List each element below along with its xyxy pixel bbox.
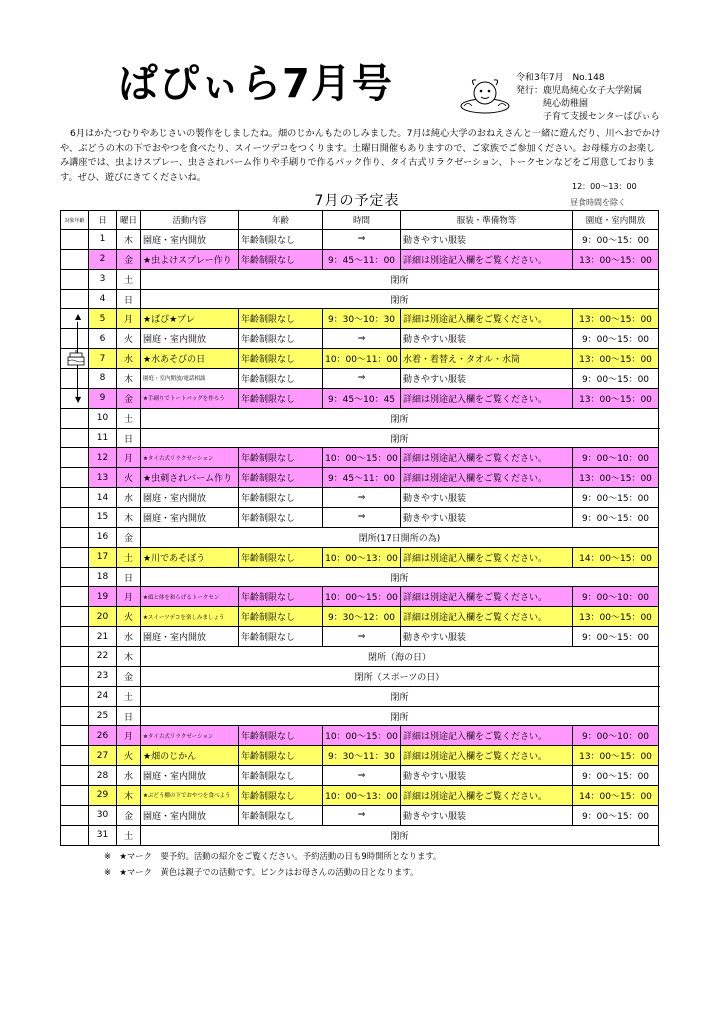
items-cell: 詳細は別途記入欄をご覧ください。 xyxy=(401,726,573,746)
header-target-age: 対象年齢 xyxy=(61,211,89,230)
time-cell: 9：45～10：45 xyxy=(323,388,401,408)
weekday-cell: 木 xyxy=(117,786,141,806)
schedule-note: 昼食時間を除く xyxy=(570,198,626,207)
time-cell: 9：30～11：30 xyxy=(323,746,401,766)
table-row xyxy=(61,627,659,647)
weekday-cell: 土 xyxy=(117,547,141,567)
target-age-cell xyxy=(61,805,89,825)
target-age-cell xyxy=(61,408,89,428)
open-hours-cell: 9：00～15：00 xyxy=(573,230,659,250)
time-cell: 10：00～13：00 xyxy=(323,786,401,806)
table-row xyxy=(61,567,659,587)
table-row xyxy=(61,508,659,528)
day-cell: 17 xyxy=(89,547,117,567)
open-hours-cell: 13：00～15：00 xyxy=(573,388,659,408)
day-cell: 1 xyxy=(89,230,117,250)
table-header-row xyxy=(61,211,659,230)
day-cell: 22 xyxy=(89,647,117,667)
target-age-cell xyxy=(61,607,89,627)
items-cell: 詳細は別途記入欄をご覧ください。 xyxy=(401,547,573,567)
target-age-cell xyxy=(61,289,89,309)
day-cell: 7 xyxy=(89,349,117,369)
time-cell: 10：00～13：00 xyxy=(323,547,401,567)
weekday-cell: 水 xyxy=(117,488,141,508)
closed-cell: 閉所 xyxy=(141,289,659,309)
open-hours-cell: 13：00～15：00 xyxy=(573,468,659,488)
items-cell: 詳細は別途記入欄をご覧ください。 xyxy=(401,309,573,329)
items-cell: 詳細は別途記入欄をご覧ください。 xyxy=(401,448,573,468)
weekday-cell: 木 xyxy=(117,647,141,667)
activity-cell: 園庭・室内開放 xyxy=(141,329,239,349)
target-age-cell xyxy=(61,329,89,349)
header-items: 服装・準備物等 xyxy=(401,211,573,230)
open-hours-cell: 13：00～15：00 xyxy=(573,309,659,329)
items-cell: 動きやすい服装 xyxy=(401,488,573,508)
issue-date: 令和3年7月 No.148 xyxy=(516,73,605,83)
weekday-cell: 木 xyxy=(117,369,141,389)
items-cell: 詳細は別途記入欄をご覧ください。 xyxy=(401,587,573,607)
weekday-cell: 土 xyxy=(117,408,141,428)
time-cell: 9：30～10：30 xyxy=(323,309,401,329)
activity-cell: 園庭・室内開放/電話相談 xyxy=(141,369,239,389)
footnote: ※ ★マーク 要予約。活動の紹介をご覧ください。予約活動の日も9時開所となります。 xyxy=(104,851,442,861)
footnote: ※ ★マーク 黄色は親子での活動です。ピンクはお母さんの活動の日となります。 xyxy=(104,867,419,877)
items-cell: 詳細は別途記入欄をご覧ください。 xyxy=(401,746,573,766)
target-age-cell xyxy=(61,726,89,746)
day-cell: 31 xyxy=(89,825,117,845)
day-cell: 27 xyxy=(89,746,117,766)
table-row xyxy=(61,488,659,508)
open-hours-cell: 13：00～15：00 xyxy=(573,746,659,766)
activity-cell: 園庭・室内開放 xyxy=(141,627,239,647)
day-cell: 11 xyxy=(89,428,117,448)
weekday-cell: 水 xyxy=(117,627,141,647)
table-row xyxy=(61,349,659,369)
target-age-cell xyxy=(61,567,89,587)
activity-cell: 園庭・室内開放 xyxy=(141,488,239,508)
activity-cell: ★タイ古式リラクゼーション xyxy=(141,726,239,746)
open-hours-cell: 9：00～10：00 xyxy=(573,726,659,746)
activity-cell: ★虫刺されバーム作り xyxy=(141,468,239,488)
age-cell: 年齢制限なし xyxy=(239,805,323,825)
target-age-cell xyxy=(61,746,89,766)
day-cell: 8 xyxy=(89,369,117,389)
age-cell: 年齢制限なし xyxy=(239,786,323,806)
activity-cell: 園庭・室内開放 xyxy=(141,805,239,825)
mascot-illustration-icon xyxy=(456,76,514,116)
table-row xyxy=(61,786,659,806)
table-row xyxy=(61,706,659,726)
header-time: 時間 xyxy=(323,211,401,230)
closed-cell: 閉所（スポーツの日） xyxy=(141,666,659,686)
target-age-cell xyxy=(61,686,89,706)
day-cell: 15 xyxy=(89,508,117,528)
weekday-cell: 火 xyxy=(117,329,141,349)
day-cell: 4 xyxy=(89,289,117,309)
items-cell: 動きやすい服装 xyxy=(401,627,573,647)
items-cell: 動きやすい服装 xyxy=(401,230,573,250)
intro-paragraph: 6月はかたつむりやあじさいの製作をしましたね。畑のじかんもたのしみました。7月は純心大学のおねえさんと一緒に遊んだり、川へおでかけや、ぶどうの木の下でおやつを食べたり、スイーツデコをつくります。土曜日開催もありますので、ご家族でご参加ください。お母様方のお楽しみ講座では、虫よけスプレー、虫さされバーム作りや手刷りで作るパック作り、タイ古式リラクゼーション、トークセンなどをご用意しております。ぜひ、遊びにきてくださいね。 xyxy=(60,128,661,183)
weekday-cell: 金 xyxy=(117,527,141,547)
arrow-up-icon: ▲ xyxy=(75,312,82,321)
open-hours-cell: 13：00～15：00 xyxy=(573,349,659,369)
target-age-cell xyxy=(61,488,89,508)
time-cell: ⇒ xyxy=(323,369,401,389)
target-age-cell xyxy=(61,448,89,468)
weekday-cell: 日 xyxy=(117,428,141,448)
items-cell: 動きやすい服装 xyxy=(401,805,573,825)
day-cell: 24 xyxy=(89,686,117,706)
age-cell: 年齢制限なし xyxy=(239,309,323,329)
table-row xyxy=(61,805,659,825)
weekday-cell: 木 xyxy=(117,508,141,528)
age-cell: 年齢制限なし xyxy=(239,468,323,488)
day-cell: 12 xyxy=(89,448,117,468)
target-age-cell xyxy=(61,249,89,269)
target-age-cell xyxy=(61,508,89,528)
closed-cell: 閉所（海の日） xyxy=(141,647,659,667)
day-cell: 5 xyxy=(89,309,117,329)
weekday-cell: 月 xyxy=(117,309,141,329)
day-cell: 26 xyxy=(89,726,117,746)
day-cell: 19 xyxy=(89,587,117,607)
footnotes xyxy=(104,848,441,880)
time-cell: ⇒ xyxy=(323,508,401,528)
table-row xyxy=(61,607,659,627)
weekday-cell: 金 xyxy=(117,388,141,408)
open-hours-cell: 14：00～15：00 xyxy=(573,786,659,806)
age-cell: 年齢制限なし xyxy=(239,746,323,766)
target-age-cell xyxy=(61,706,89,726)
open-hours-cell: 9：00～15：00 xyxy=(573,805,659,825)
publisher-line: 発行：鹿児島純心女子大学附属 xyxy=(516,86,643,96)
weekday-cell: 土 xyxy=(117,825,141,845)
activity-cell: 園庭・室内開放 xyxy=(141,508,239,528)
items-cell: 動きやすい服装 xyxy=(401,369,573,389)
activity-cell: ★水あそびの日 xyxy=(141,349,239,369)
time-cell: ⇒ xyxy=(323,329,401,349)
weekday-cell: 日 xyxy=(117,289,141,309)
day-cell: 30 xyxy=(89,805,117,825)
weekday-cell: 月 xyxy=(117,726,141,746)
table-row xyxy=(61,587,659,607)
publisher-line: 純心幼稚園 xyxy=(543,99,589,109)
target-age-cell xyxy=(61,527,89,547)
weekday-cell: 土 xyxy=(117,686,141,706)
day-cell: 25 xyxy=(89,706,117,726)
table-row xyxy=(61,468,659,488)
table-row xyxy=(61,527,659,547)
target-age-cell xyxy=(61,786,89,806)
age-cell: 年齢制限なし xyxy=(239,766,323,786)
target-age-cell xyxy=(61,230,89,250)
target-age-cell xyxy=(61,666,89,686)
table-row xyxy=(61,309,659,329)
weekday-cell: 火 xyxy=(117,746,141,766)
day-cell: 9 xyxy=(89,388,117,408)
target-age-cell xyxy=(61,647,89,667)
weekday-cell: 月 xyxy=(117,587,141,607)
activity-cell: ★スイーツデコを楽しみましょう xyxy=(141,607,239,627)
table-row xyxy=(61,230,659,250)
publisher-info xyxy=(516,72,660,124)
activity-cell: ★頭と体を和らげるトークセン xyxy=(141,587,239,607)
age-cell: 年齢制限なし xyxy=(239,726,323,746)
items-cell: 詳細は別途記入欄をご覧ください。 xyxy=(401,786,573,806)
table-row xyxy=(61,726,659,746)
day-cell: 10 xyxy=(89,408,117,428)
activity-cell: ★川であそぼう xyxy=(141,547,239,567)
arrow-down-icon: ▼ xyxy=(75,395,82,404)
day-cell: 16 xyxy=(89,527,117,547)
weekday-cell: 土 xyxy=(117,269,141,289)
items-cell: 詳細は別途記入欄をご覧ください。 xyxy=(401,468,573,488)
closed-cell: 閉所 xyxy=(141,686,659,706)
day-cell: 18 xyxy=(89,567,117,587)
weekday-cell: 金 xyxy=(117,666,141,686)
activity-cell: ★ぱぴ★プレ xyxy=(141,309,239,329)
schedule-title-text: 7月の予定表 xyxy=(314,193,400,209)
activity-cell: 園庭・室内開放 xyxy=(141,230,239,250)
target-age-cell xyxy=(61,269,89,289)
items-cell: 詳細は別途記入欄をご覧ください。 xyxy=(401,388,573,408)
table-row xyxy=(61,746,659,766)
weekday-cell: 金 xyxy=(117,249,141,269)
header-day: 日 xyxy=(89,211,117,230)
newsletter-title: ぱぴぃら7月号 xyxy=(118,61,393,107)
table-row xyxy=(61,408,659,428)
time-cell: ⇒ xyxy=(323,627,401,647)
closed-cell: 閉所 xyxy=(141,269,659,289)
open-hours-cell: 9：00～15：00 xyxy=(573,329,659,349)
time-cell: ⇒ xyxy=(323,488,401,508)
header-weekday: 曜日 xyxy=(117,211,141,230)
time-cell: 9：45～11：00 xyxy=(323,249,401,269)
day-cell: 3 xyxy=(89,269,117,289)
day-cell: 2 xyxy=(89,249,117,269)
age-cell: 年齢制限なし xyxy=(239,388,323,408)
age-cell: 年齢制限なし xyxy=(239,488,323,508)
table-row xyxy=(61,249,659,269)
time-cell: 9：45～11：00 xyxy=(323,468,401,488)
table-row xyxy=(61,428,659,448)
time-cell: ⇒ xyxy=(323,766,401,786)
items-cell: 詳細は別途記入欄をご覧ください。 xyxy=(401,607,573,627)
activity-cell: ★タイ古式リラクゼーション xyxy=(141,448,239,468)
weekday-cell: 火 xyxy=(117,468,141,488)
time-cell: ⇒ xyxy=(323,230,401,250)
activity-cell: 園庭・室内開放 xyxy=(141,766,239,786)
open-hours-cell: 9：00～10：00 xyxy=(573,587,659,607)
activity-cell: ★手刷りでトートバッグを作ろう xyxy=(141,388,239,408)
weekday-cell: 火 xyxy=(117,607,141,627)
age-cell: 年齢制限なし xyxy=(239,627,323,647)
weekday-cell: 木 xyxy=(117,230,141,250)
day-cell: 13 xyxy=(89,468,117,488)
activity-cell: ★虫よけスプレー作り xyxy=(141,249,239,269)
table-row xyxy=(61,825,659,845)
items-cell: 動きやすい服装 xyxy=(401,508,573,528)
open-hours-cell: 13：00～15：00 xyxy=(573,607,659,627)
table-row xyxy=(61,647,659,667)
items-cell: 動きやすい服装 xyxy=(401,329,573,349)
open-hours-cell: 9：00～15：00 xyxy=(573,627,659,647)
open-hours-cell: 13：00～15：00 xyxy=(573,249,659,269)
table-row xyxy=(61,448,659,468)
header-activity: 活動内容 xyxy=(141,211,239,230)
table-row xyxy=(61,388,659,408)
weekday-cell: 水 xyxy=(117,349,141,369)
target-age-cell xyxy=(61,587,89,607)
schedule-table xyxy=(60,210,659,846)
day-cell: 28 xyxy=(89,766,117,786)
activity-cell: ★畑のじかん xyxy=(141,746,239,766)
open-hours-cell: 9：00～15：00 xyxy=(573,369,659,389)
age-cell: 年齢制限なし xyxy=(239,547,323,567)
weekday-cell: 日 xyxy=(117,706,141,726)
weekday-cell: 月 xyxy=(117,448,141,468)
table-row xyxy=(61,369,659,389)
open-hours-cell: 14：00～15：00 xyxy=(573,547,659,567)
table-row xyxy=(61,329,659,349)
closed-cell: 閉所 xyxy=(141,825,659,845)
closed-cell: 閉所 xyxy=(141,706,659,726)
open-hours-cell: 9：00～15：00 xyxy=(573,508,659,528)
age-cell: 年齢制限なし xyxy=(239,508,323,528)
target-age-cell xyxy=(61,468,89,488)
open-hours-cell: 9：00～15：00 xyxy=(573,766,659,786)
day-cell: 14 xyxy=(89,488,117,508)
open-hours-cell: 9：00～15：00 xyxy=(573,488,659,508)
time-cell: 10：00～15：00 xyxy=(323,587,401,607)
day-cell: 20 xyxy=(89,607,117,627)
table-row xyxy=(61,666,659,686)
items-cell: 動きやすい服装 xyxy=(401,766,573,786)
weekday-cell: 金 xyxy=(117,805,141,825)
age-cell: 年齢制限なし xyxy=(239,349,323,369)
day-cell: 29 xyxy=(89,786,117,806)
publisher-line: 子育て支援センターぱぴぃら xyxy=(543,112,660,122)
target-age-cell xyxy=(61,369,89,389)
closed-cell: 閉所 xyxy=(141,567,659,587)
items-cell: 水着・着替え・タオル・水筒 xyxy=(401,349,573,369)
time-cell: 10：00～15：00 xyxy=(323,448,401,468)
table-row xyxy=(61,547,659,567)
age-cell: 年齢制限なし xyxy=(239,249,323,269)
cake-icon xyxy=(66,350,86,366)
header-age: 年齢 xyxy=(239,211,323,230)
table-row xyxy=(61,289,659,309)
weekday-cell: 水 xyxy=(117,766,141,786)
time-cell: 9：30～12：00 xyxy=(323,607,401,627)
lunch-time-note: 12：00～13：00 xyxy=(572,182,637,191)
age-cell: 年齢制限なし xyxy=(239,448,323,468)
table-row xyxy=(61,269,659,289)
table-row xyxy=(61,766,659,786)
activity-cell: ★ぶどう棚の下でおやつを食べよう xyxy=(141,786,239,806)
target-age-cell xyxy=(61,627,89,647)
weekday-cell: 日 xyxy=(117,567,141,587)
closed-cell: 閉所(17日開所の為) xyxy=(141,527,659,547)
age-cell: 年齢制限なし xyxy=(239,230,323,250)
age-cell: 年齢制限なし xyxy=(239,369,323,389)
time-cell: 10：00～15：00 xyxy=(323,726,401,746)
header-open-hours: 園庭・室内開放 xyxy=(573,211,659,230)
day-cell: 21 xyxy=(89,627,117,647)
table-row xyxy=(61,686,659,706)
day-cell: 23 xyxy=(89,666,117,686)
target-age-cell xyxy=(61,428,89,448)
day-cell: 6 xyxy=(89,329,117,349)
target-age-cell xyxy=(61,766,89,786)
closed-cell: 閉所 xyxy=(141,428,659,448)
closed-cell: 閉所 xyxy=(141,408,659,428)
items-cell: 詳細は別途記入欄をご覧ください。 xyxy=(401,249,573,269)
target-age-cell xyxy=(61,825,89,845)
age-cell: 年齢制限なし xyxy=(239,607,323,627)
open-hours-cell: 9：00～10：00 xyxy=(573,448,659,468)
time-cell: 10：00～11：00 xyxy=(323,349,401,369)
target-age-cell xyxy=(61,547,89,567)
age-cell: 年齢制限なし xyxy=(239,329,323,349)
age-cell: 年齢制限なし xyxy=(239,587,323,607)
time-cell: ⇒ xyxy=(323,805,401,825)
